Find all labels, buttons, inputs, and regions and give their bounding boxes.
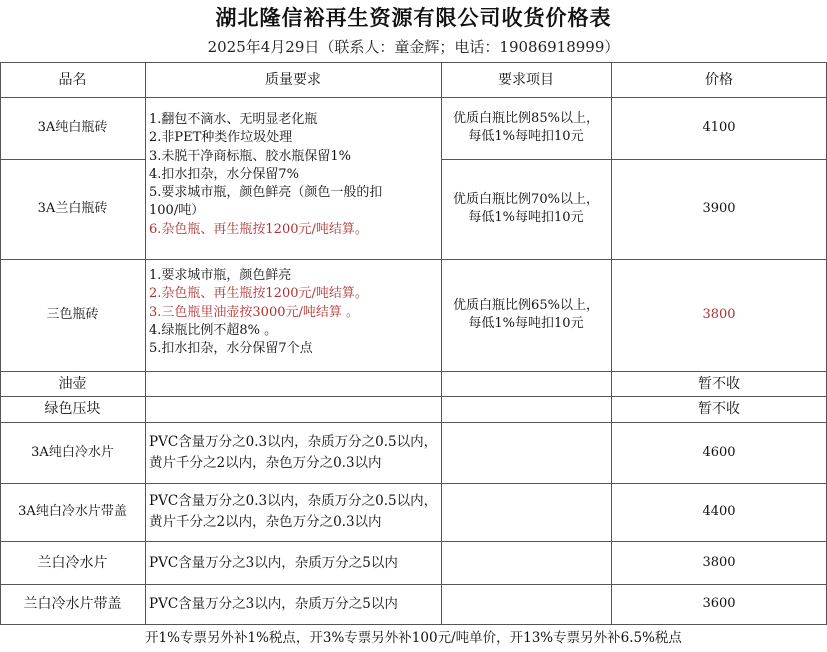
product-name: 3A纯白冷水片 [31,444,114,460]
quality-list-bottle-bricks [145,111,441,239]
quality-item: 5.扣水扣杂，水分保留7个点 [149,341,313,357]
header-quality: 质量要求 [265,71,321,88]
quality-item: 3.未脱干净商标瓶、胶水瓶保留1% [149,148,352,164]
header-price: 价格 [705,71,733,88]
price-cell: 暂不收 [698,401,740,417]
requirement-cell: 优质白瓶比例65%以上， 每低1%每吨扣10元 [453,298,599,331]
product-name: 兰白冷水片 [37,554,108,571]
quality-cell: PVC含量万分之3以内，杂质万分之5以内 [149,596,398,612]
header-name: 品名 [58,71,87,88]
quality-item-highlight: 6.杂色瓶、再生瓶按1200元/吨结算。 [149,221,368,237]
product-name: 三色瓶砖 [46,307,99,322]
price-cell: 3800 [702,554,736,570]
price-cell: 3600 [702,596,736,611]
tax-note-footer: 开1%专票另外补1%税点，开3%专票另外补100元/吨单价，开13%专票另外补6.5%税点 [145,630,682,646]
quality-item: 5.要求城市瓶，颜色鲜亮（颜色一般的扣 [149,185,383,201]
quality-cell: PVC含量万分之0.3以内，杂质万分之0.5以内，黄片千分之2以内，杂色万分之0.3以内 [149,493,438,530]
page-subtitle: 2025年4月29日（联系人：童金辉；电话：19086918999） [207,38,620,56]
header-requirement: 要求项目 [498,71,554,88]
price-cell: 4600 [702,444,736,460]
product-name: 3A兰白瓶砖 [37,201,108,216]
quality-item: 4.扣水扣杂，水分保留7% [149,166,300,182]
quality-item: 1.要求城市瓶，颜色鲜亮 [149,268,292,283]
price-cell: 3900 [702,201,736,216]
quality-item: 4.绿瓶比例不超8% 。 [149,322,278,338]
quality-item: 100/吨） [149,203,205,219]
product-name: 油壶 [58,375,87,392]
quality-item-highlight: 3.三色瓶里油壶按3000元/吨结算 。 [149,304,359,320]
price-cell: 4100 [702,120,736,135]
product-name: 3A纯白冷水片带盖 [18,504,127,519]
quality-list-tricolor [145,267,441,358]
price-cell: 暂不收 [698,375,740,392]
requirement-cell: 优质白瓶比例70%以上， 每低1%每吨扣10元 [453,192,599,225]
product-name: 绿色压块 [44,401,101,417]
price-cell: 4400 [702,504,736,519]
quality-cell: PVC含量万分之3以内，杂质万分之5以内 [149,554,398,571]
page-title: 湖北隆信裕再生资源有限公司收货价格表 [215,5,612,30]
quality-item: 2.非PET种类作垃圾处理 [149,130,293,146]
quality-cell: PVC含量万分之0.3以内，杂质万分之0.5以内，黄片千分之2以内，杂色万分之0.3以内 [149,433,438,471]
quality-item: 1.翻包不滴水、无明显老化瓶 [149,112,318,127]
quality-item-highlight: 2.杂色瓶、再生瓶按1200元/吨结算。 [149,286,368,302]
product-name: 兰白冷水片带盖 [23,596,122,612]
price-cell: 3800 [702,307,736,322]
product-name: 3A纯白瓶砖 [37,120,108,135]
requirement-cell: 优质白瓶比例85%以上， 每低1%每吨扣10元 [453,111,599,144]
